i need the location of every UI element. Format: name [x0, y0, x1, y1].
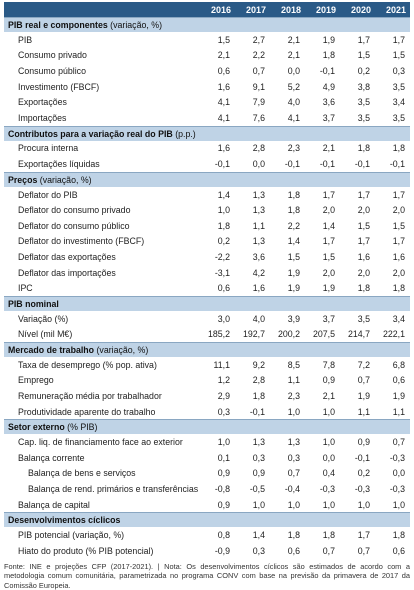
value-cell: 1,9: [357, 391, 370, 402]
value-cell: 214,7: [347, 329, 370, 340]
value-cell: 192,7: [242, 329, 265, 340]
table-row: [4, 156, 410, 172]
table-row: [4, 32, 410, 48]
value-cell: 0,3: [287, 452, 300, 463]
value-cell: 3,9: [287, 313, 300, 324]
value-cell: 7,8: [322, 359, 335, 370]
table-row: [4, 280, 410, 296]
section-header: [4, 18, 410, 33]
table-row: [4, 187, 410, 203]
value-cell: 9,1: [252, 81, 265, 92]
table-container: [4, 2, 410, 590]
value-cell: -3,1: [214, 267, 230, 278]
section-unit: (variação, %): [94, 345, 149, 356]
section-header: [4, 296, 410, 311]
row-label: PIB: [18, 34, 33, 45]
value-cell: 4,2: [252, 267, 265, 278]
row-label: Taxa de desemprego (% pop. ativa): [18, 359, 157, 370]
value-cell: 0,6: [217, 65, 230, 76]
table-row: [4, 202, 410, 218]
row-label: Consumo privado: [18, 50, 87, 61]
row-label: Deflator do PIB: [18, 189, 78, 200]
table-row: [4, 234, 410, 250]
value-cell: 0,1: [217, 452, 230, 463]
value-cell: -0,9: [214, 545, 230, 556]
value-cell: 11,1: [213, 359, 230, 370]
row-label: Procura interna: [18, 143, 79, 154]
value-cell: 1,0: [252, 499, 265, 510]
table-body: [4, 18, 410, 559]
value-cell: 0,3: [252, 545, 265, 556]
year-header: 2020: [340, 2, 375, 18]
value-cell: 1,9: [392, 391, 405, 402]
value-cell: 2,3: [287, 391, 300, 402]
value-cell: 185,2: [207, 329, 230, 340]
row-label: Balança de bens e serviços: [28, 468, 136, 479]
value-cell: 1,3: [252, 189, 265, 200]
value-cell: 4,0: [287, 97, 300, 108]
value-cell: 4,1: [217, 97, 230, 108]
row-label: Produtividade aparente do trabalho: [18, 406, 156, 417]
value-cell: 0,6: [392, 545, 405, 556]
value-cell: 1,1: [357, 406, 370, 417]
value-cell: 1,6: [392, 251, 405, 262]
value-cell: 1,5: [392, 220, 405, 231]
value-cell: 1,9: [322, 283, 335, 294]
value-cell: -0,3: [389, 484, 405, 495]
year-header: 2018: [270, 2, 305, 18]
section-title-cell: [4, 513, 410, 528]
value-cell: 1,3: [252, 205, 265, 216]
table-row: [4, 79, 410, 95]
value-cell: 0,7: [252, 65, 265, 76]
row-label: Deflator das exportações: [18, 251, 116, 262]
value-cell: 1,7: [357, 236, 370, 247]
section-header: [4, 172, 410, 187]
table-row: [4, 311, 410, 327]
value-cell: 2,8: [252, 375, 265, 386]
section-unit: (variação, %): [107, 20, 162, 30]
value-cell: 7,2: [357, 359, 370, 370]
value-cell: 1,5: [217, 34, 230, 45]
value-cell: 1,7: [357, 530, 370, 541]
row-label: Cap. liq. de financiamento face ao exterior: [18, 437, 183, 448]
row-label: Hiato do produto (% PIB potencial): [18, 545, 154, 556]
value-cell: 1,6: [217, 81, 230, 92]
row-label: Deflator do investimento (FBCF): [18, 236, 145, 247]
year-header: 2019: [305, 2, 340, 18]
value-cell: 1,9: [322, 34, 335, 45]
value-cell: 1,7: [392, 34, 405, 45]
value-cell: 0,3: [217, 406, 230, 417]
row-label: Emprego: [18, 375, 54, 386]
value-cell: 0,9: [357, 437, 370, 448]
table-row: [4, 466, 410, 482]
table-row: [4, 497, 410, 513]
value-cell: -0,3: [319, 484, 335, 495]
value-cell: 1,8: [287, 205, 300, 216]
value-cell: -0,1: [249, 406, 265, 417]
year-header: 2017: [235, 2, 270, 18]
value-cell: 1,4: [322, 220, 335, 231]
section-title-cell: [4, 296, 410, 311]
value-cell: 1,8: [252, 391, 265, 402]
value-cell: 1,5: [357, 220, 370, 231]
value-cell: 1,4: [217, 189, 230, 200]
header-row: [4, 2, 410, 18]
value-cell: 0,0: [322, 452, 335, 463]
value-cell: 1,5: [357, 50, 370, 61]
value-cell: 0,6: [217, 283, 230, 294]
value-cell: 6,8: [392, 359, 405, 370]
value-cell: 1,0: [322, 499, 335, 510]
table-row: [4, 94, 410, 110]
table-row: [4, 141, 410, 157]
value-cell: 1,8: [357, 143, 370, 154]
value-cell: 2,1: [322, 143, 335, 154]
value-cell: 200,2: [277, 329, 300, 340]
table-row: [4, 527, 410, 543]
row-label: Exportações líquidas: [18, 158, 100, 169]
value-cell: 1,4: [252, 530, 265, 541]
value-cell: 0,2: [357, 468, 370, 479]
value-cell: 1,8: [217, 220, 230, 231]
section-title-cell: [4, 420, 410, 435]
table-row: [4, 327, 410, 343]
section-header: [4, 126, 410, 141]
value-cell: 2,0: [392, 267, 405, 278]
value-cell: 0,9: [217, 499, 230, 510]
value-cell: 1,8: [392, 530, 405, 541]
value-cell: 8,5: [287, 359, 300, 370]
value-cell: 3,4: [392, 97, 405, 108]
row-label: Deflator das importações: [18, 267, 116, 278]
value-cell: 1,1: [252, 220, 265, 231]
row-label: Remuneração média por trabalhador: [18, 391, 162, 402]
value-cell: -0,5: [249, 484, 265, 495]
value-cell: 1,7: [357, 189, 370, 200]
row-label: Balança de rend. primários e transferências: [28, 484, 199, 495]
macro-table: [4, 2, 410, 559]
value-cell: 2,0: [392, 205, 405, 216]
table-row: [4, 388, 410, 404]
section-title: PIB real e componentes: [8, 20, 108, 30]
table-row: [4, 357, 410, 373]
value-cell: 2,2: [252, 50, 265, 61]
value-cell: 0,9: [217, 468, 230, 479]
row-label: Balança corrente: [18, 452, 85, 463]
value-cell: 1,7: [392, 189, 405, 200]
value-cell: 1,3: [287, 437, 300, 448]
value-cell: 4,0: [252, 313, 265, 324]
value-cell: 0,0: [392, 468, 405, 479]
value-cell: 0,7: [322, 545, 335, 556]
value-cell: 3,7: [322, 112, 335, 123]
value-cell: 0,3: [392, 65, 405, 76]
value-cell: 1,5: [287, 251, 300, 262]
value-cell: 0,2: [217, 236, 230, 247]
value-cell: 0,7: [357, 375, 370, 386]
section-header: [4, 513, 410, 528]
value-cell: 1,8: [357, 283, 370, 294]
section-title-cell: [4, 343, 410, 358]
table-row: [4, 48, 410, 64]
table-row: [4, 265, 410, 281]
value-cell: -0,1: [354, 158, 370, 169]
table-row: [4, 481, 410, 497]
value-cell: 1,1: [287, 375, 300, 386]
value-cell: -0,1: [319, 158, 335, 169]
value-cell: 2,8: [252, 143, 265, 154]
value-cell: 1,5: [322, 251, 335, 262]
row-label: Exportações: [18, 97, 67, 108]
value-cell: 0,6: [392, 375, 405, 386]
table-row: [4, 63, 410, 79]
value-cell: 1,0: [217, 205, 230, 216]
section-title: Desenvolvimentos cíclicos: [8, 515, 121, 526]
value-cell: 1,8: [392, 143, 405, 154]
value-cell: 0,9: [322, 375, 335, 386]
row-label: IPC: [18, 283, 33, 294]
value-cell: 4,1: [287, 112, 300, 123]
value-cell: 1,7: [392, 236, 405, 247]
value-cell: 0,7: [392, 437, 405, 448]
value-cell: 2,2: [287, 220, 300, 231]
value-cell: 1,7: [357, 34, 370, 45]
table-row: [4, 218, 410, 234]
value-cell: 1,8: [287, 530, 300, 541]
value-cell: 0,6: [287, 545, 300, 556]
value-cell: 0,7: [357, 545, 370, 556]
value-cell: 3,7: [322, 313, 335, 324]
source-note: Fonte: INE e projeções CFP (2017-2021). | Nota: Os desenvolvimentos cíclicos são estimados de acordo com a metodologia comum comunitária, parametrizada no programa CONV com base na previsão da primavera de 2017 da Comissão Europeia.: [4, 561, 410, 590]
value-cell: 1,0: [392, 499, 405, 510]
section-title: Preços: [8, 174, 38, 185]
value-cell: 1,4: [287, 236, 300, 247]
value-cell: 1,0: [357, 499, 370, 510]
value-cell: 3,8: [357, 81, 370, 92]
value-cell: 2,0: [357, 267, 370, 278]
value-cell: 1,0: [322, 406, 335, 417]
value-cell: 1,0: [287, 499, 300, 510]
value-cell: 207,5: [312, 329, 335, 340]
row-label: Variação (%): [18, 313, 69, 324]
section-unit: (p.p.): [172, 128, 196, 139]
value-cell: 1,5: [392, 50, 405, 61]
value-cell: 2,0: [322, 267, 335, 278]
value-cell: 1,6: [252, 283, 265, 294]
value-cell: 2,1: [322, 391, 335, 402]
value-cell: -0,1: [284, 158, 300, 169]
value-cell: -0,1: [319, 65, 335, 76]
value-cell: 3,5: [357, 313, 370, 324]
section-title-cell: [4, 18, 410, 33]
value-cell: 1,6: [217, 143, 230, 154]
header-label-cell: [4, 2, 200, 18]
value-cell: 1,9: [287, 267, 300, 278]
value-cell: -0,3: [389, 452, 405, 463]
value-cell: 3,5: [392, 81, 405, 92]
table-row: [4, 110, 410, 126]
value-cell: 1,0: [322, 437, 335, 448]
value-cell: 1,7: [322, 236, 335, 247]
value-cell: 3,6: [252, 251, 265, 262]
value-cell: 2,0: [357, 205, 370, 216]
section-header: [4, 343, 410, 358]
row-label: PIB potencial (variação, %): [18, 530, 125, 541]
value-cell: 3,0: [217, 313, 230, 324]
value-cell: 0,3: [252, 452, 265, 463]
value-cell: 1,2: [217, 375, 230, 386]
value-cell: 1,8: [392, 283, 405, 294]
value-cell: -0,3: [354, 484, 370, 495]
value-cell: 0,7: [287, 468, 300, 479]
section-title-cell: [4, 172, 410, 187]
value-cell: 3,5: [357, 112, 370, 123]
row-label: Importações: [18, 112, 67, 123]
value-cell: 5,2: [287, 81, 300, 92]
table-row: [4, 249, 410, 265]
row-label: Consumo público: [18, 65, 86, 76]
value-cell: 2,1: [217, 50, 230, 61]
row-label: Investimento (FBCF): [18, 81, 100, 92]
value-cell: 3,5: [392, 112, 405, 123]
value-cell: 9,2: [252, 359, 265, 370]
section-title: Mercado de trabalho: [8, 345, 95, 356]
value-cell: -2,2: [214, 251, 230, 262]
value-cell: -0,1: [354, 452, 370, 463]
row-label: Nível (mil M€): [18, 329, 73, 340]
value-cell: 1,7: [322, 189, 335, 200]
value-cell: 1,8: [287, 189, 300, 200]
table-row: [4, 543, 410, 559]
section-title: Contributos para a variação real do PIB: [8, 128, 173, 139]
value-cell: 1,0: [287, 406, 300, 417]
value-cell: 2,7: [252, 34, 265, 45]
value-cell: 2,1: [287, 34, 300, 45]
row-label: Deflator do consumo privado: [18, 205, 131, 216]
value-cell: 0,0: [252, 158, 265, 169]
value-cell: 0,2: [357, 65, 370, 76]
value-cell: 4,1: [217, 112, 230, 123]
value-cell: 3,4: [392, 313, 405, 324]
value-cell: -0,1: [389, 158, 405, 169]
value-cell: -0,4: [284, 484, 300, 495]
value-cell: 0,0: [287, 65, 300, 76]
value-cell: 1,0: [217, 437, 230, 448]
table-row: [4, 450, 410, 466]
table-row: [4, 434, 410, 450]
value-cell: 1,3: [252, 236, 265, 247]
value-cell: 1,6: [357, 251, 370, 262]
value-cell: 2,9: [217, 391, 230, 402]
value-cell: 0,8: [217, 530, 230, 541]
value-cell: 1,3: [252, 437, 265, 448]
value-cell: 0,9: [252, 468, 265, 479]
section-unit: (variação, %): [37, 174, 92, 185]
value-cell: 2,3: [287, 143, 300, 154]
section-title: Setor externo: [8, 422, 65, 433]
value-cell: 1,9: [287, 283, 300, 294]
value-cell: 1,8: [322, 530, 335, 541]
value-cell: -0,8: [214, 484, 230, 495]
value-cell: 0,4: [322, 468, 335, 479]
value-cell: 2,1: [287, 50, 300, 61]
section-unit: (% PIB): [64, 422, 98, 433]
section-title: PIB nominal: [8, 298, 59, 309]
value-cell: 2,0: [322, 205, 335, 216]
value-cell: 4,9: [322, 81, 335, 92]
section-header: [4, 420, 410, 435]
row-label: Deflator do consumo público: [18, 220, 130, 231]
value-cell: 1,1: [392, 406, 405, 417]
year-header: 2016: [200, 2, 235, 18]
section-title-cell: [4, 126, 410, 141]
table-row: [4, 404, 410, 420]
value-cell: 7,9: [252, 97, 265, 108]
value-cell: 3,5: [357, 97, 370, 108]
value-cell: -0,1: [214, 158, 230, 169]
row-label: Balança de capital: [18, 499, 90, 510]
value-cell: 222,1: [382, 329, 405, 340]
value-cell: 1,8: [322, 50, 335, 61]
table-row: [4, 373, 410, 389]
value-cell: 7,6: [252, 112, 265, 123]
value-cell: 3,6: [322, 97, 335, 108]
year-header: 2021: [375, 2, 410, 18]
